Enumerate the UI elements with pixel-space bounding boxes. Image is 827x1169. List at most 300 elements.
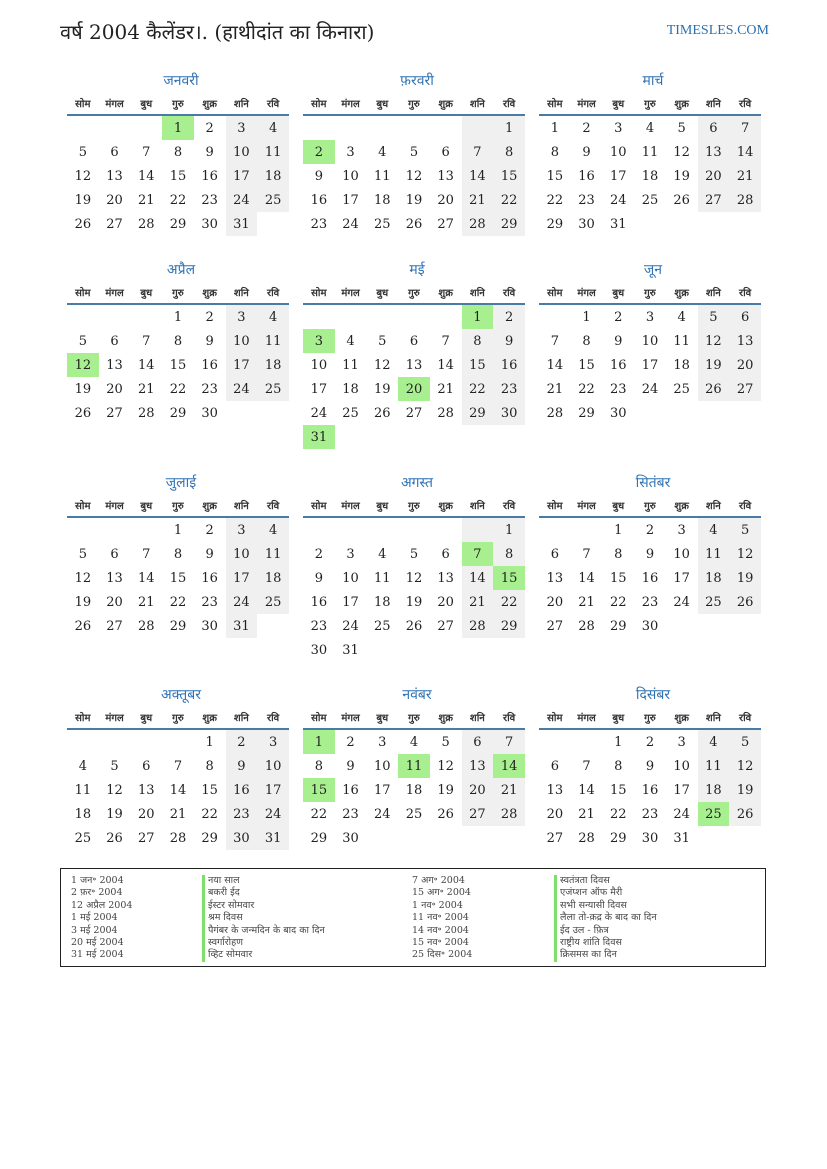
day-cell[interactable]: 5 [78,333,87,349]
day-cell[interactable]: 16 [201,168,218,184]
day-cell[interactable]: 23 [641,806,659,822]
day-cell[interactable]: 17 [310,381,328,397]
day-cell[interactable]: 30 [493,401,525,425]
day-cell[interactable]: 22 [201,806,218,822]
day-cell[interactable]: 25 [405,806,423,822]
day-cell[interactable]: 16 [493,353,525,377]
day-cell[interactable]: 4 [677,309,686,325]
day-cell[interactable]: 14 [578,570,595,586]
day-cell[interactable]: 24 [373,806,391,822]
day-cell[interactable]: 12 [405,570,423,586]
day-cell[interactable]: 6 [441,144,450,160]
day-cell[interactable]: 20 [437,594,454,610]
day-cell[interactable]: 26 [373,405,391,421]
day-cell[interactable]: 28 [493,802,525,826]
day-cell[interactable]: 27 [546,618,564,634]
day-cell[interactable]: 12 [106,782,123,798]
day-cell[interactable]: 26 [729,802,761,826]
day-cell[interactable]: 19 [405,192,423,208]
day-cell[interactable]: 20 [546,594,564,610]
day-cell[interactable]: 10 [257,754,289,778]
day-cell[interactable]: 6 [142,758,151,774]
day-cell[interactable]: 27 [405,405,423,421]
day-cell[interactable]: 28 [169,830,187,846]
day-cell[interactable]: 10 [226,329,258,353]
day-cell[interactable]: 14 [137,168,155,184]
day-cell[interactable]: 4 [78,758,87,774]
day-cell[interactable]: 21 [493,778,525,802]
day-cell[interactable]: 3 [614,120,623,136]
day-cell[interactable]: 19 [437,782,454,798]
day-cell[interactable]: 7 [142,546,151,562]
day-cell[interactable]: 11 [398,754,430,778]
day-cell[interactable]: 23 [342,806,359,822]
day-cell[interactable]: 22 [546,192,564,208]
day-cell[interactable]: 29 [578,405,595,421]
day-cell[interactable]: 22 [493,590,525,614]
day-cell[interactable]: 16 [641,782,659,798]
day-cell[interactable]: 8 [205,758,214,774]
day-cell[interactable]: 6 [409,333,419,349]
day-cell[interactable]: 15 [493,566,525,590]
day-cell[interactable]: 8 [493,140,525,164]
day-cell[interactable]: 13 [137,782,155,798]
day-cell[interactable]: 19 [74,381,92,397]
day-cell[interactable]: 27 [698,188,730,212]
day-cell[interactable]: 10 [641,333,659,349]
day-cell[interactable]: 18 [405,782,423,798]
day-cell[interactable]: 13 [106,168,123,184]
day-cell[interactable]: 29 [169,216,187,232]
day-cell[interactable]: 8 [614,758,623,774]
day-cell[interactable]: 22 [310,806,328,822]
day-cell[interactable]: 28 [462,614,494,638]
day-cell[interactable]: 18 [342,381,359,397]
day-cell[interactable]: 18 [257,566,289,590]
day-cell[interactable]: 1 [493,517,525,542]
day-cell[interactable]: 22 [169,594,187,610]
day-cell[interactable]: 27 [106,216,123,232]
day-cell[interactable]: 1 [162,115,194,140]
day-cell[interactable]: 15 [169,168,187,184]
day-cell[interactable]: 11 [74,782,92,798]
day-cell[interactable]: 24 [342,618,359,634]
day-cell[interactable]: 5 [378,333,387,349]
day-cell[interactable]: 6 [698,115,730,140]
day-cell[interactable]: 9 [614,333,623,349]
day-cell[interactable]: 29 [609,830,627,846]
day-cell[interactable]: 31 [257,826,289,850]
day-cell[interactable]: 27 [137,830,155,846]
day-cell[interactable]: 25 [342,405,359,421]
day-cell[interactable]: 11 [641,144,659,160]
day-cell[interactable]: 11 [673,333,690,349]
day-cell[interactable]: 3 [226,115,258,140]
day-cell[interactable]: 25 [373,216,391,232]
day-cell[interactable]: 21 [137,381,155,397]
day-cell[interactable]: 15 [462,353,494,377]
day-cell[interactable]: 14 [137,570,155,586]
day-cell[interactable]: 15 [169,570,187,586]
day-cell[interactable]: 14 [546,357,564,373]
day-cell[interactable]: 6 [550,758,559,774]
day-cell[interactable]: 25 [698,590,730,614]
day-cell[interactable]: 14 [462,164,494,188]
day-cell[interactable]: 23 [201,594,218,610]
day-cell[interactable]: 8 [314,758,323,774]
day-cell[interactable]: 14 [578,782,595,798]
day-cell[interactable]: 24 [673,806,690,822]
day-cell[interactable]: 15 [609,782,627,798]
day-cell[interactable]: 2 [303,140,335,164]
day-cell[interactable]: 2 [205,522,214,538]
day-cell[interactable]: 24 [609,192,627,208]
day-cell[interactable]: 4 [698,517,730,542]
day-cell[interactable]: 28 [137,216,155,232]
day-cell[interactable]: 1 [582,309,591,325]
day-cell[interactable]: 7 [729,115,761,140]
day-cell[interactable]: 20 [106,594,123,610]
day-cell[interactable]: 17 [226,566,258,590]
day-cell[interactable]: 19 [729,778,761,802]
day-cell[interactable]: 23 [609,381,627,397]
day-cell[interactable]: 15 [609,570,627,586]
day-cell[interactable]: 19 [673,168,690,184]
day-cell[interactable]: 13 [437,168,454,184]
day-cell[interactable]: 18 [257,164,289,188]
day-cell[interactable]: 7 [173,758,183,774]
day-cell[interactable]: 12 [74,570,92,586]
day-cell[interactable]: 23 [578,192,595,208]
day-cell[interactable]: 30 [201,618,218,634]
day-cell[interactable]: 11 [257,329,289,353]
day-cell[interactable]: 11 [257,542,289,566]
day-cell[interactable]: 3 [677,734,686,750]
day-cell[interactable]: 9 [493,329,525,353]
day-cell[interactable]: 13 [698,140,730,164]
day-cell[interactable]: 19 [74,594,92,610]
day-cell[interactable]: 23 [493,377,525,401]
day-cell[interactable]: 13 [106,357,123,373]
day-cell[interactable]: 24 [226,188,258,212]
day-cell[interactable]: 18 [698,778,730,802]
day-cell[interactable]: 26 [729,590,761,614]
site-link[interactable]: TIMESLES.COM [666,23,769,38]
day-cell[interactable]: 21 [729,164,761,188]
day-cell[interactable]: 28 [729,188,761,212]
day-cell[interactable]: 3 [226,517,258,542]
day-cell[interactable]: 15 [201,782,218,798]
day-cell[interactable]: 27 [106,405,123,421]
day-cell[interactable]: 28 [137,618,155,634]
day-cell[interactable]: 31 [226,212,258,236]
day-cell[interactable]: 15 [493,164,525,188]
day-cell[interactable]: 13 [462,754,494,778]
day-cell[interactable]: 4 [257,304,289,329]
day-cell[interactable]: 14 [462,566,494,590]
day-cell[interactable]: 4 [378,546,387,562]
day-cell[interactable]: 8 [462,329,494,353]
day-cell[interactable]: 21 [137,594,155,610]
day-cell[interactable]: 19 [74,192,92,208]
day-cell[interactable]: 17 [373,782,391,798]
day-cell[interactable]: 16 [226,778,258,802]
day-cell[interactable]: 8 [550,144,559,160]
day-cell[interactable]: 20 [398,377,430,401]
day-cell[interactable]: 13 [546,570,564,586]
day-cell[interactable]: 19 [729,566,761,590]
day-cell[interactable]: 4 [378,144,387,160]
day-cell[interactable]: 10 [609,144,627,160]
day-cell[interactable]: 10 [342,570,359,586]
day-cell[interactable]: 14 [137,357,155,373]
day-cell[interactable]: 10 [342,168,359,184]
day-cell[interactable]: 18 [698,566,730,590]
day-cell[interactable]: 5 [441,734,450,750]
day-cell[interactable]: 13 [546,782,564,798]
day-cell[interactable]: 7 [441,333,450,349]
day-cell[interactable]: 14 [437,357,454,373]
day-cell[interactable]: 12 [698,329,730,353]
day-cell[interactable]: 23 [310,618,328,634]
day-cell[interactable]: 3 [226,304,258,329]
day-cell[interactable]: 25 [373,618,391,634]
day-cell[interactable]: 20 [137,806,155,822]
day-cell[interactable]: 22 [578,381,595,397]
day-cell[interactable]: 16 [310,594,328,610]
day-cell[interactable]: 31 [226,614,258,638]
day-cell[interactable]: 4 [698,729,730,754]
day-cell[interactable]: 8 [582,333,591,349]
day-cell[interactable]: 11 [373,168,391,184]
day-cell[interactable]: 18 [641,168,659,184]
day-cell[interactable]: 2 [314,546,323,562]
day-cell[interactable]: 9 [205,144,214,160]
day-cell[interactable]: 24 [226,590,258,614]
day-cell[interactable]: 18 [373,594,391,610]
day-cell[interactable]: 17 [609,168,627,184]
day-cell[interactable]: 15 [546,168,564,184]
day-cell[interactable]: 31 [342,642,359,658]
day-cell[interactable]: 25 [257,188,289,212]
day-cell[interactable]: 13 [437,570,454,586]
day-cell[interactable]: 21 [437,381,454,397]
day-cell[interactable]: 11 [698,754,730,778]
day-cell[interactable]: 30 [310,642,328,658]
day-cell[interactable]: 21 [546,381,564,397]
day-cell[interactable]: 22 [169,381,187,397]
day-cell[interactable]: 26 [74,216,92,232]
day-cell[interactable]: 24 [673,594,690,610]
day-cell[interactable]: 13 [106,570,123,586]
day-cell[interactable]: 30 [201,216,218,232]
day-cell[interactable]: 1 [614,734,623,750]
day-cell[interactable]: 6 [441,546,450,562]
day-cell[interactable]: 26 [74,405,92,421]
day-cell[interactable]: 26 [698,377,730,401]
day-cell[interactable]: 21 [462,590,494,614]
day-cell[interactable]: 10 [673,546,690,562]
day-cell[interactable]: 23 [310,216,328,232]
day-cell[interactable]: 6 [729,304,761,329]
day-cell[interactable]: 2 [614,309,623,325]
day-cell[interactable]: 5 [729,517,761,542]
day-cell[interactable]: 7 [462,542,494,566]
day-cell[interactable]: 16 [310,192,328,208]
day-cell[interactable]: 22 [462,377,494,401]
day-cell[interactable]: 29 [546,216,564,232]
day-cell[interactable]: 19 [405,594,423,610]
day-cell[interactable]: 2 [205,120,214,136]
day-cell[interactable]: 12 [67,353,99,377]
day-cell[interactable]: 18 [74,806,92,822]
day-cell[interactable]: 19 [106,806,123,822]
day-cell[interactable]: 3 [346,144,355,160]
day-cell[interactable]: 20 [729,353,761,377]
day-cell[interactable]: 25 [673,381,690,397]
day-cell[interactable]: 8 [173,144,183,160]
day-cell[interactable]: 14 [493,754,525,778]
day-cell[interactable]: 29 [201,830,218,846]
day-cell[interactable]: 21 [169,806,187,822]
day-cell[interactable]: 25 [257,590,289,614]
day-cell[interactable]: 6 [110,333,119,349]
day-cell[interactable]: 22 [493,188,525,212]
day-cell[interactable]: 5 [677,120,686,136]
day-cell[interactable]: 5 [78,144,87,160]
day-cell[interactable]: 17 [673,782,690,798]
day-cell[interactable]: 31 [673,830,690,846]
day-cell[interactable]: 17 [226,353,258,377]
day-cell[interactable]: 25 [698,802,730,826]
day-cell[interactable]: 17 [226,164,258,188]
day-cell[interactable]: 8 [173,333,183,349]
day-cell[interactable]: 20 [546,806,564,822]
day-cell[interactable]: 28 [546,405,564,421]
day-cell[interactable]: 24 [226,377,258,401]
day-cell[interactable]: 10 [310,357,328,373]
day-cell[interactable]: 13 [729,329,761,353]
day-cell[interactable]: 24 [257,802,289,826]
day-cell[interactable]: 15 [169,357,187,373]
day-cell[interactable]: 12 [729,754,761,778]
day-cell[interactable]: 30 [342,830,359,846]
day-cell[interactable]: 11 [698,542,730,566]
day-cell[interactable]: 4 [645,120,655,136]
day-cell[interactable]: 11 [257,140,289,164]
day-cell[interactable]: 30 [609,405,627,421]
day-cell[interactable]: 27 [437,618,454,634]
day-cell[interactable]: 3 [677,522,686,538]
day-cell[interactable]: 29 [493,614,525,638]
day-cell[interactable]: 24 [342,216,359,232]
day-cell[interactable]: 29 [310,830,328,846]
day-cell[interactable]: 11 [373,570,391,586]
day-cell[interactable]: 20 [462,778,494,802]
day-cell[interactable]: 28 [462,212,494,236]
day-cell[interactable]: 12 [405,168,423,184]
day-cell[interactable]: 7 [582,546,591,562]
day-cell[interactable]: 28 [578,618,595,634]
day-cell[interactable]: 20 [698,164,730,188]
day-cell[interactable]: 8 [493,542,525,566]
day-cell[interactable]: 3 [378,734,387,750]
day-cell[interactable]: 5 [698,304,730,329]
day-cell[interactable]: 6 [462,729,494,754]
day-cell[interactable]: 5 [110,758,119,774]
day-cell[interactable]: 28 [437,405,454,421]
day-cell[interactable]: 15 [303,778,335,802]
day-cell[interactable]: 18 [257,353,289,377]
day-cell[interactable]: 16 [609,357,627,373]
day-cell[interactable]: 26 [437,806,454,822]
day-cell[interactable]: 24 [641,381,659,397]
day-cell[interactable]: 10 [226,542,258,566]
day-cell[interactable]: 23 [201,192,218,208]
day-cell[interactable]: 3 [645,309,655,325]
day-cell[interactable]: 3 [257,729,289,754]
day-cell[interactable]: 14 [169,782,187,798]
day-cell[interactable]: 12 [729,542,761,566]
day-cell[interactable]: 7 [462,140,494,164]
day-cell[interactable]: 1 [550,120,559,136]
day-cell[interactable]: 26 [74,618,92,634]
day-cell[interactable]: 7 [142,333,151,349]
day-cell[interactable]: 4 [346,333,355,349]
day-cell[interactable]: 28 [137,405,155,421]
day-cell[interactable]: 30 [201,405,218,421]
day-cell[interactable]: 9 [205,333,214,349]
day-cell[interactable]: 7 [493,729,525,754]
day-cell[interactable]: 8 [173,546,183,562]
day-cell[interactable]: 3 [303,329,335,353]
day-cell[interactable]: 29 [462,401,494,425]
day-cell[interactable]: 11 [342,357,359,373]
day-cell[interactable]: 22 [609,594,627,610]
day-cell[interactable]: 30 [226,826,258,850]
day-cell[interactable]: 1 [614,522,623,538]
day-cell[interactable]: 1 [173,522,183,538]
day-cell[interactable]: 10 [226,140,258,164]
day-cell[interactable]: 5 [729,729,761,754]
day-cell[interactable]: 7 [142,144,151,160]
day-cell[interactable]: 29 [609,618,627,634]
day-cell[interactable]: 6 [110,144,119,160]
day-cell[interactable]: 16 [641,570,659,586]
day-cell[interactable]: 9 [314,570,323,586]
day-cell[interactable]: 26 [673,192,690,208]
day-cell[interactable]: 16 [201,570,218,586]
day-cell[interactable]: 20 [437,192,454,208]
day-cell[interactable]: 9 [582,144,591,160]
day-cell[interactable]: 29 [493,212,525,236]
day-cell[interactable]: 1 [205,734,214,750]
day-cell[interactable]: 12 [437,758,454,774]
day-cell[interactable]: 21 [578,594,595,610]
day-cell[interactable]: 30 [641,618,659,634]
day-cell[interactable]: 2 [645,522,655,538]
day-cell[interactable]: 7 [582,758,591,774]
day-cell[interactable]: 2 [205,309,214,325]
day-cell[interactable]: 1 [173,309,183,325]
day-cell[interactable]: 7 [550,333,559,349]
day-cell[interactable]: 17 [673,570,690,586]
day-cell[interactable]: 8 [614,546,623,562]
day-cell[interactable]: 25 [641,192,659,208]
day-cell[interactable]: 3 [346,546,355,562]
day-cell[interactable]: 14 [729,140,761,164]
day-cell[interactable]: 17 [342,594,359,610]
